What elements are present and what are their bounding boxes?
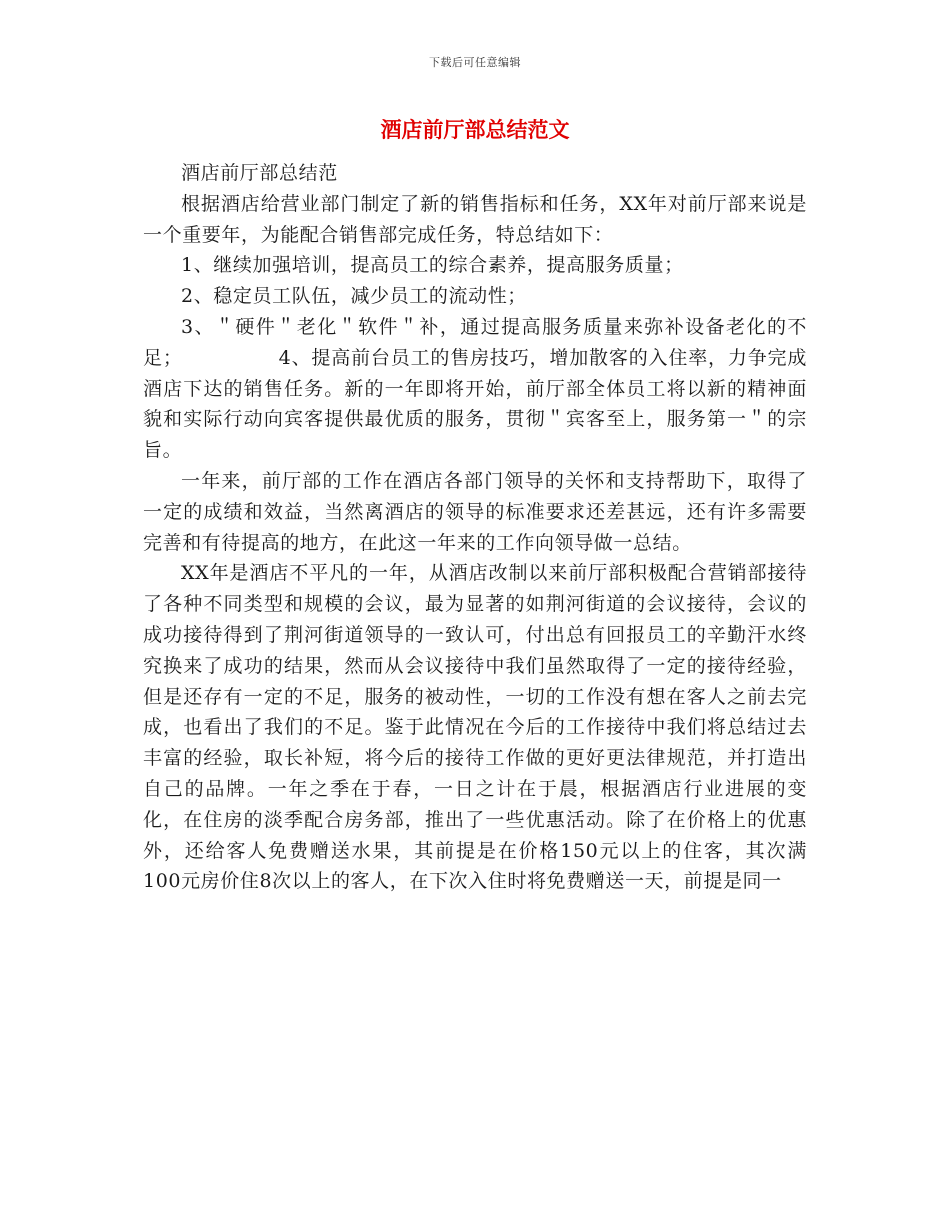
document-body [143,158,807,897]
paragraph-item-3-4: 3、＂硬件＂老化＂软件＂补，通过提高服务质量来弥补设备老化的不足； 4、提高前台员工的售房技巧，增加散客的入住率，力争完成酒店下达的销售任务。新的一年即将开始，前厅部全体员工将以新的精神面貌和实际行动向宾客提供最优质的服务，贯彻＂宾客至上，服务第一＂的宗旨。 [143,315,807,462]
paragraph-intro: 根据酒店给营业部门制定了新的销售指标和任务，XX年对前厅部来说是一个重要年，为能配合销售部完成任务，特总结如下： [143,192,807,246]
paragraph-item-2: 2、稳定员工队伍，减少员工的流动性； [181,285,527,308]
paragraph-conference: XX年是酒店不平凡的一年，从酒店改制以来前厅部积极配合营销部接待了各种不同类型和规模的会议，最为显著的如荆河街道的会议接待，会议的成功接待得到了荆河街道领导的一致认可，付出总有回报员工的辛勤汗水终究换来了成功的结果，然而从会议接待中我们虽然取得了一定的接待经验，但是还存有一定的不足，服务的被动性，一切的工作没有想在客人之前去完成，也看出了我们的不足。鉴于此情况在今后的工作接待中我们将总结过去丰富的经验，取长补短，将今后的接待工作做的更好更法律规范，并打造出自己的品牌。一年之季在于春，一日之计在于晨，根据酒店行业进展的变化，在住房的淡季配合房务部，推出了一些优惠活动。除了在价格上的优惠外，还给客人免费赠送水果，其前提是在价格150元以上的住客，其次满100元房价住8次以上的客人，在下次入住时将免费赠送一天，前提是同一 [143,562,807,893]
document-title: 酒店前厅部总结范文 [380,118,570,142]
paragraph-year-review: 一年来，前厅部的工作在酒店各部门领导的关怀和支持帮助下，取得了一定的成绩和效益，当然离酒店的领导的标准要求还差甚远，还有许多需要完善和有待提高的地方，在此这一年来的工作向领导做一总结。 [143,469,807,554]
paragraph-item-1: 1、继续加强培训，提高员工的综合素养，提高服务质量； [181,254,684,277]
header-note: 下载后可任意编辑 [429,56,521,69]
paragraph-subtitle: 酒店前厅部总结范 [181,162,338,184]
